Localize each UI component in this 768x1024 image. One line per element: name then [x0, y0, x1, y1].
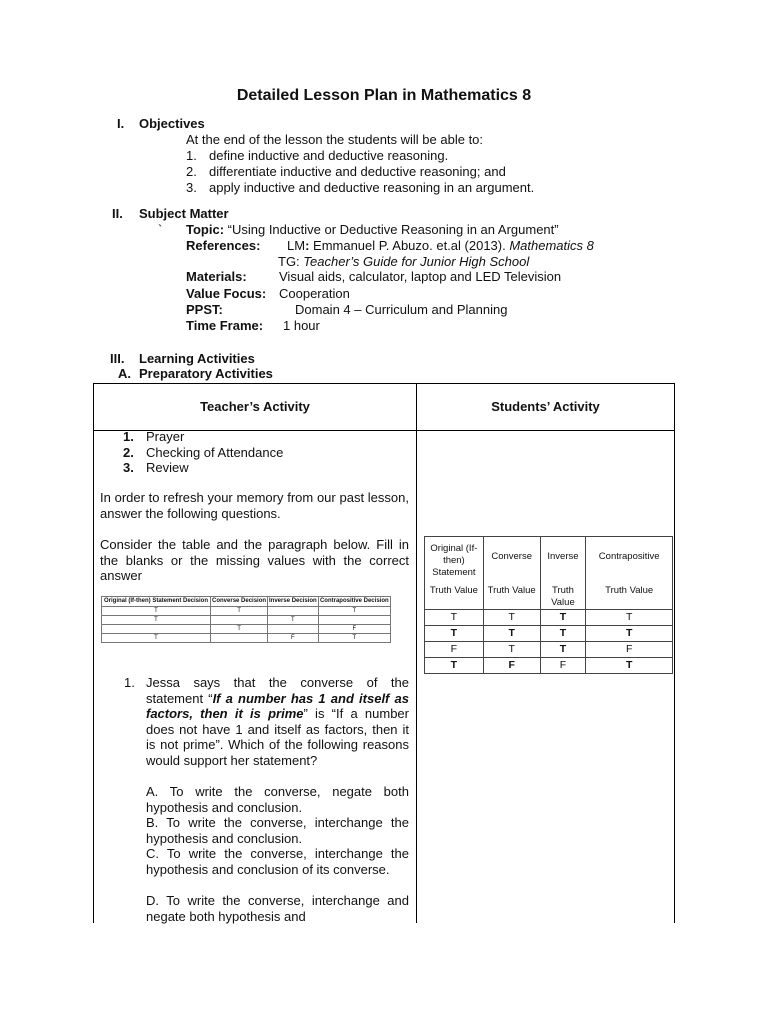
mini-cell: T [102, 607, 211, 616]
mini-cell: T [102, 634, 211, 643]
objective-text: apply inductive and deductive reasoning in an argument. [209, 180, 535, 195]
mini-cell: F [318, 625, 390, 634]
mini-header: Contrapositive Decision [318, 597, 390, 607]
tg-reference [278, 254, 529, 270]
mini-cell: T [268, 616, 319, 625]
tt-cell: F [586, 641, 673, 657]
objectives-heading: Objectives [139, 116, 205, 131]
lm-reference [287, 238, 594, 254]
mini-cell: T [318, 607, 390, 616]
tt-subheader: Truth Value [540, 585, 586, 610]
lm-colon: : [305, 238, 310, 253]
ppst-label: PPST: [186, 302, 223, 317]
lm-label: LM [287, 238, 306, 253]
tg-label: TG: [278, 254, 304, 269]
topic-line [186, 222, 559, 238]
mini-cell: T [102, 616, 211, 625]
tt-row [425, 657, 673, 673]
tt-cell: T [540, 609, 586, 625]
option-b: B. To write the converse, interchange the hypothesis and conclusion. [146, 815, 409, 846]
tt-cell: T [540, 641, 586, 657]
tt-row [425, 641, 673, 657]
preparatory-heading: Preparatory Activities [139, 366, 273, 381]
mini-cell [210, 616, 267, 625]
tt-header: Contrapositive [586, 537, 673, 585]
mini-cell: F [268, 634, 319, 643]
step-number: 2. [123, 445, 134, 460]
question-pre: Jessa says that the converse of the statement “ [146, 675, 409, 706]
ppst-value: Domain 4 – Curriculum and Planning [295, 302, 508, 317]
document-title: Detailed Lesson Plan in Mathematics 8 [236, 87, 532, 104]
mini-cell [318, 616, 390, 625]
objective-text: differentiate inductive and deductive reasoning; and [209, 164, 506, 179]
tt-cell: T [586, 625, 673, 641]
time-frame-value: 1 hour [283, 318, 320, 333]
tt-cell: T [483, 625, 540, 641]
tt-cell: F [540, 657, 586, 673]
tt-cell: T [483, 641, 540, 657]
question-statement: If a number has 1 and itself as factors, then it is prime [146, 690, 409, 722]
objective-text: define inductive and deductive reasoning. [209, 148, 449, 163]
column-divider [416, 384, 417, 923]
tt-row [425, 625, 673, 641]
step-number: 1. [123, 429, 134, 444]
subject-matter-number: II. [112, 206, 123, 221]
objectives-number: I. [117, 116, 125, 131]
value-focus-label: Value Focus: [186, 286, 267, 301]
mini-cell: T [318, 634, 390, 643]
lm-text: Emmanuel P. Abuzo. et.al (2013). [309, 238, 510, 253]
objective-number: 3. [186, 180, 197, 195]
tt-cell: T [425, 609, 484, 625]
mini-cell [210, 634, 267, 643]
mini-cell [268, 625, 319, 634]
mini-cell [102, 625, 211, 634]
option-a: A. To write the converse, negate both hypothesis and conclusion. [146, 784, 409, 815]
tg-book: Teacher’s Guide for Junior High School [303, 254, 530, 269]
objectives-intro: At the end of the lesson the students will be able to: [186, 132, 484, 147]
question-number: 1. [124, 675, 135, 690]
subject-matter-heading: Subject Matter [139, 206, 229, 221]
option-d: D. To write the converse, interchange and negate both hypothesis and [146, 893, 409, 924]
learning-activities-heading: Learning Activities [139, 351, 255, 366]
references-label: References: [186, 238, 261, 253]
tt-row [425, 609, 673, 625]
step-text: Prayer [146, 429, 185, 444]
objective-number: 2. [186, 164, 197, 179]
mini-cell [268, 607, 319, 616]
review-instruction: In order to refresh your memory from our past lesson, answer the following questions. [100, 490, 409, 521]
tt-cell: T [425, 625, 484, 641]
tt-header: Inverse [540, 537, 586, 585]
tt-cell: F [483, 657, 540, 673]
option-c: C. To write the converse, interchange the hypothesis and conclusion of its converse. [146, 846, 409, 877]
tt-header: Converse [483, 537, 540, 585]
preparatory-number: A. [118, 366, 131, 381]
mini-header: Converse Decision [210, 597, 267, 607]
tt-cell: T [425, 657, 484, 673]
lm-book: Mathematics 8 [509, 238, 594, 253]
step-number: 3. [123, 460, 134, 475]
mini-cell: T [210, 607, 267, 616]
tt-cell: T [586, 609, 673, 625]
mini-row [102, 616, 391, 625]
topic-label: Topic: [186, 222, 228, 237]
mini-header: Original (If-then) Statement Decision [102, 597, 211, 607]
materials-value: Visual aids, calculator, laptop and LED Television [279, 269, 562, 284]
topic-value: “Using Inductive or Deductive Reasoning in an Argument” [227, 222, 559, 237]
value-focus-value: Cooperation [279, 286, 350, 301]
mini-row [102, 625, 391, 634]
tt-cell: F [425, 641, 484, 657]
tt-cell: T [483, 609, 540, 625]
tt-cell: T [586, 657, 673, 673]
table-instruction: Consider the table and the paragraph below. Fill in the blanks or the missing values with the correct answer [100, 537, 409, 584]
tt-subheader: Truth Value [586, 585, 673, 610]
answer-truth-table [424, 536, 673, 674]
learning-activities-number: III. [110, 351, 125, 366]
mini-cell: T [210, 625, 267, 634]
step-text: Checking of Attendance [146, 445, 284, 460]
time-frame-label: Time Frame: [186, 318, 264, 333]
tt-subheader: Truth Value [425, 585, 484, 610]
teacher-activity-header: Teacher’s Activity [200, 399, 310, 414]
mini-row [102, 607, 391, 616]
step-text: Review [146, 460, 189, 475]
mini-header: Inverse Decision [268, 597, 319, 607]
exercise-truth-table [101, 596, 391, 643]
objective-number: 1. [186, 148, 197, 163]
tt-cell: T [540, 625, 586, 641]
students-activity-header: Students’ Activity [491, 399, 600, 414]
question-post: ” is “If a number does not have 1 and itself as factors, then it is not prime”. Which of the following reasons would support her statement? [146, 706, 409, 768]
mini-row [102, 634, 391, 643]
tt-header: Original (If-then) Statement [425, 537, 484, 585]
stray-mark: ` [158, 222, 163, 237]
materials-label: Materials: [186, 269, 247, 284]
question-text [146, 675, 409, 769]
tt-subheader: Truth Value [483, 585, 540, 610]
